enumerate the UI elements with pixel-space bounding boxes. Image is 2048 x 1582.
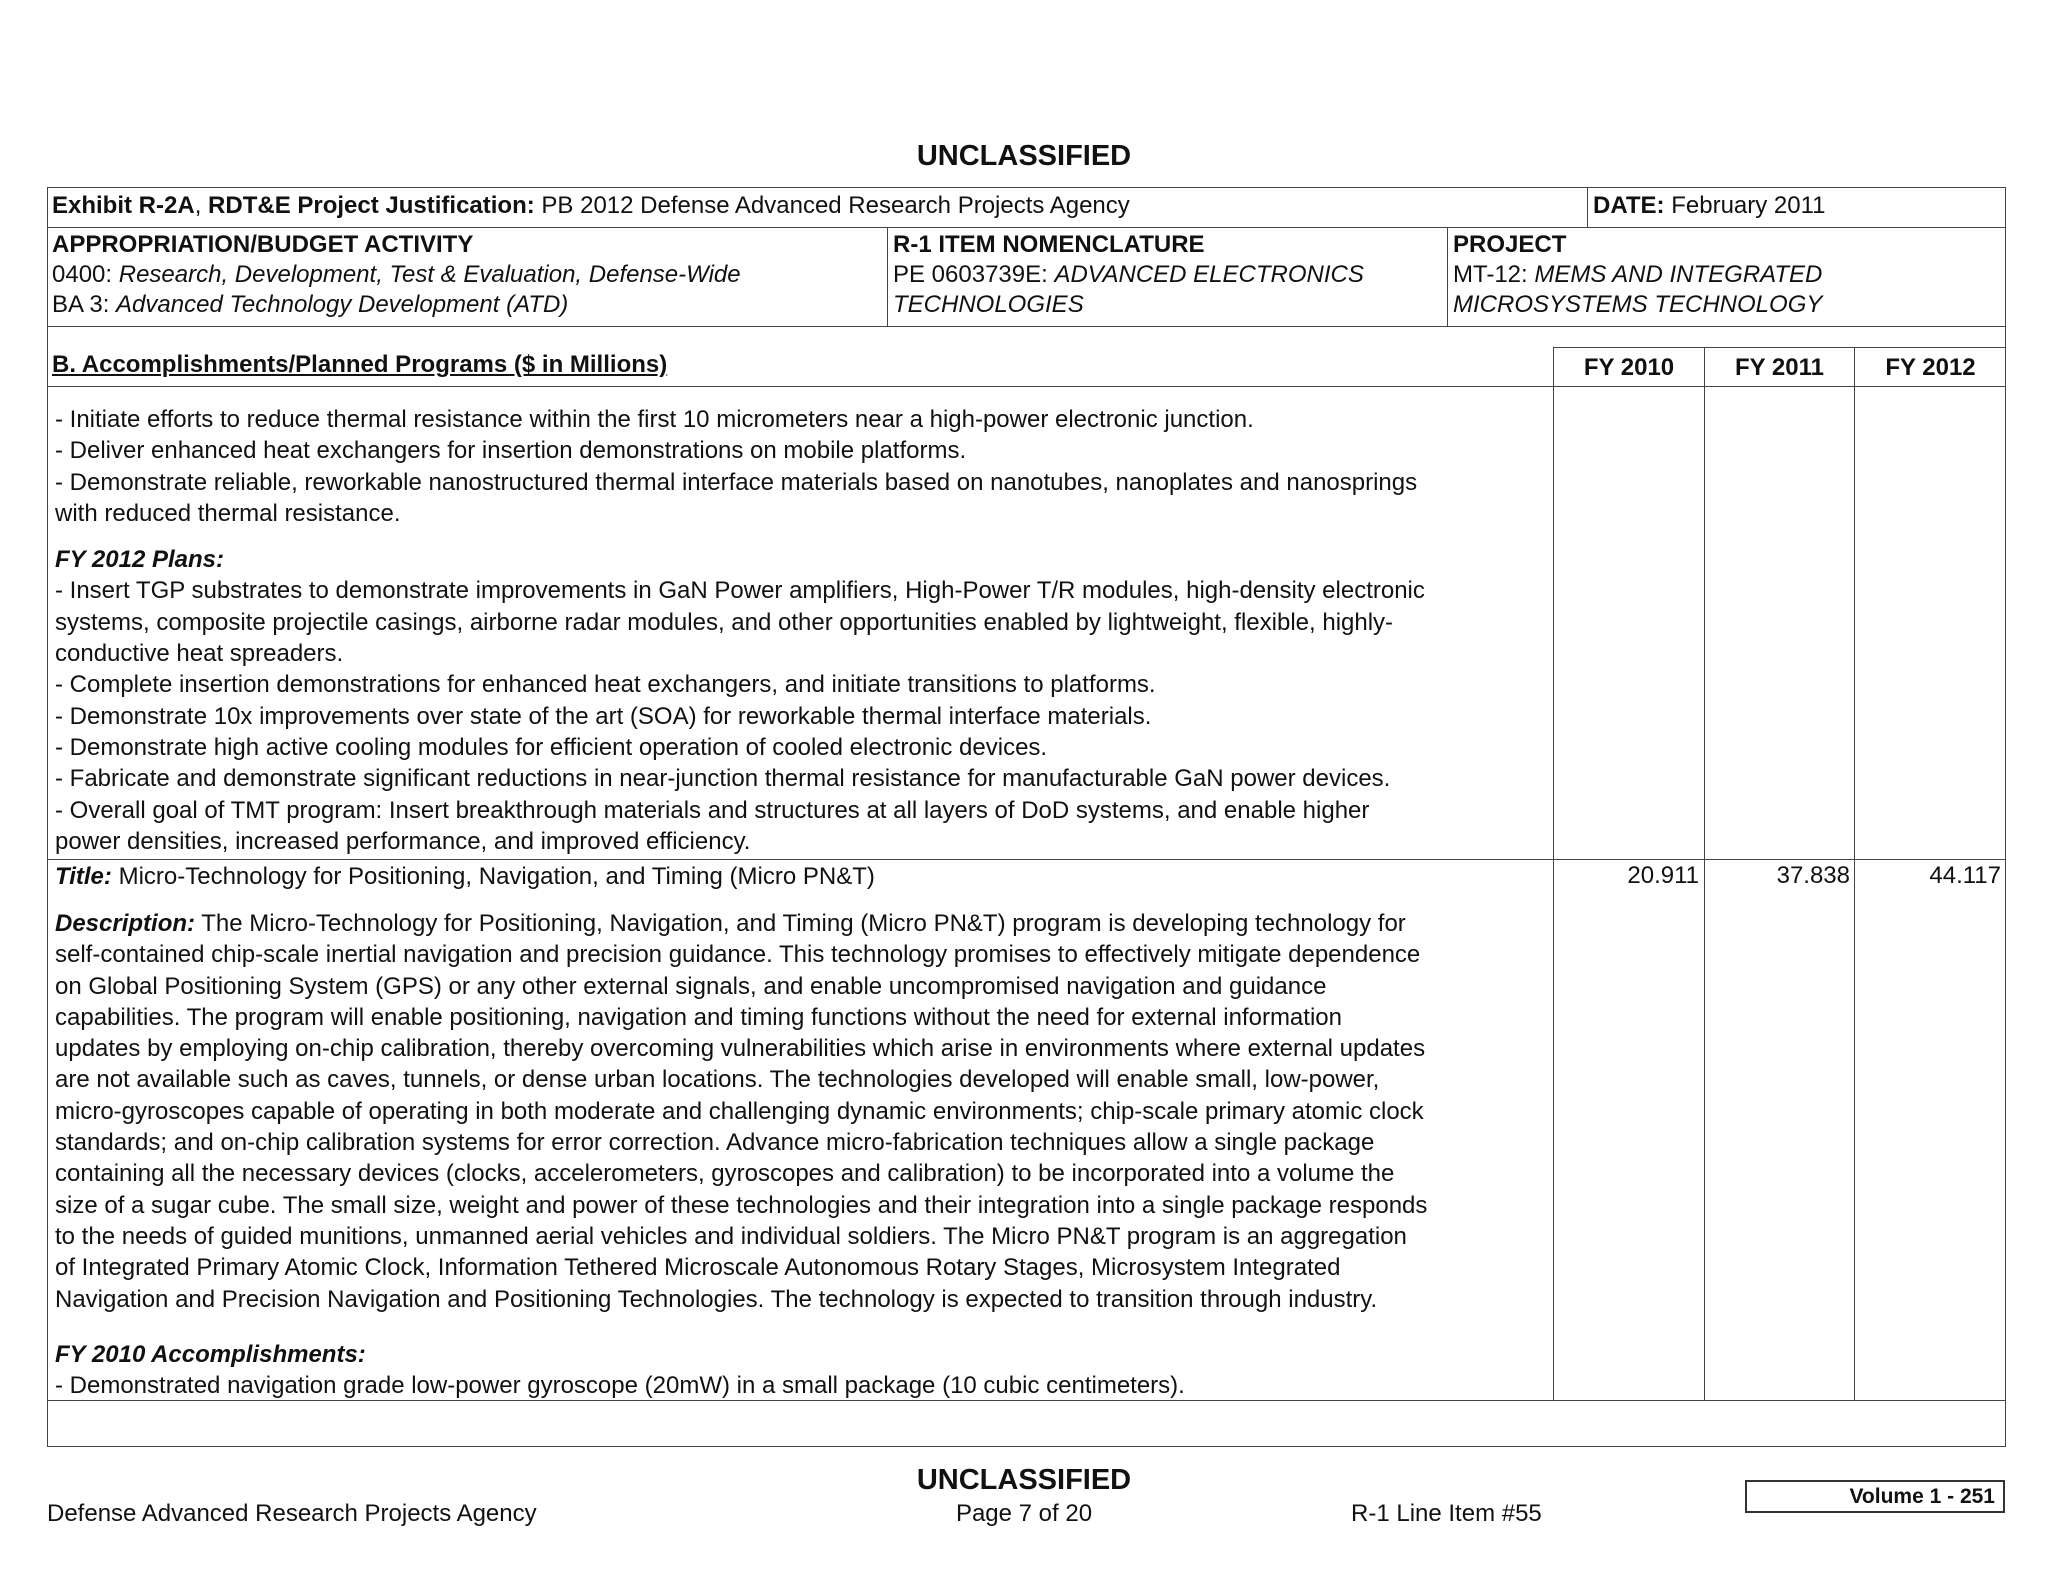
- block1-line: conductive heat spreaders.: [55, 640, 344, 668]
- description-label: Description:: [55, 910, 196, 937]
- r1-divider: [887, 227, 888, 327]
- description-line: updates by employing on-chip calibration, thereby overcoming vulnerabilities which arise in environments where external updates: [55, 1035, 1426, 1063]
- block1-line: - Overall goal of TMT program: Insert breakthrough materials and structures at all layers of DoD systems, and enable higher: [55, 796, 1370, 824]
- appropriation-cell: [52, 230, 741, 320]
- block1-line: - Complete insertion demonstrations for enhanced heat exchangers, and initiate transitions to platforms.: [55, 671, 1156, 699]
- description-line: to the needs of guided munitions, unmanned aerial vehicles and individual soldiers. The Micro PN&T program is an aggregation: [55, 1222, 1407, 1250]
- description-line: size of a sugar cube. The small size, weight and power of these technologies and their integration into a single package responds: [55, 1191, 1428, 1219]
- project-label: PROJECT: [1453, 231, 1567, 258]
- block1-line: - Initiate efforts to reduce thermal resistance within the first 10 micrometers near a high-power electronic junction.: [55, 406, 1254, 433]
- value-fy2010: 20.911: [1627, 862, 1699, 889]
- col-header-fy2010: FY 2010: [1583, 354, 1675, 381]
- description-line: self-contained chip-scale inertial navigation and precision guidance. This technology promises to effectively mitigate dependence: [55, 941, 1421, 969]
- project-line1-code: MT-12:: [1453, 261, 1535, 288]
- r1-item-cell: [893, 230, 1364, 320]
- description-line: Navigation and Precision Navigation and Positioning Technologies. The technology is expected to transition through industry.: [55, 1285, 1378, 1313]
- appropriation-line2-code: BA 3:: [52, 291, 117, 318]
- bottom-row-divider: [47, 1400, 2006, 1401]
- date-label: DATE:: [1593, 192, 1665, 219]
- block1-line: - Demonstrate 10x improvements over state of the art (SOA) for reworkable thermal interface materials.: [55, 702, 1152, 730]
- block1-line: systems, composite projectile casings, airborne radar modules, and other opportunities enabled by lightweight, flexible, highly-: [55, 608, 1394, 636]
- header-divider: [47, 227, 2006, 228]
- block1-line: - Demonstrate high active cooling modules for efficient operation of cooled electronic devices.: [55, 733, 1048, 761]
- value-fy2011: 37.838: [1776, 862, 1850, 889]
- appropriation-line1-code: 0400:: [52, 261, 119, 288]
- footer-page: Page 7 of 20: [955, 1500, 1093, 1527]
- description-line: on Global Positioning System (GPS) or any other external signals, and enable uncompromised navigation and guidance: [55, 972, 1327, 1000]
- appropriation-line2-text: Advanced Technology Development (ATD): [116, 291, 569, 318]
- r1-item-line2-text: TECHNOLOGIES: [893, 291, 1084, 318]
- fy-header-bottom: [47, 386, 2006, 387]
- fy2010-accomplishments-heading: FY 2010 Accomplishments:: [55, 1340, 366, 1368]
- description-line: are not available such as caves, tunnels, or dense urban locations. The technologies developed will enable small, low-power,: [55, 1066, 1380, 1094]
- appropriation-line1-text: Research, Development, Test & Evaluation, Defense-Wide: [118, 261, 741, 288]
- block2-title-text: Micro-Technology for Positioning, Navigation, and Timing (Micro PN&T): [111, 863, 875, 890]
- value-fy2012: 44.117: [1929, 862, 2001, 889]
- block1-line: with reduced thermal resistance.: [55, 499, 401, 527]
- date-divider: [1587, 187, 1588, 227]
- block-divider: [47, 859, 2006, 860]
- col-header-fy2011: FY 2011: [1735, 354, 1824, 381]
- block1-line: - Fabricate and demonstrate significant reductions in near-junction thermal resistance for manufacturable GaN power devices.: [55, 765, 1391, 793]
- r1-item-label: R-1 ITEM NOMENCLATURE: [893, 231, 1205, 258]
- exhibit-title-rest: PB 2012 Defense Advanced Research Projects Agency: [534, 192, 1130, 219]
- block2-title-label: Title:: [55, 863, 112, 890]
- block1: [55, 404, 1425, 857]
- footer-volume-box: Volume 1 - 251: [1745, 1480, 2005, 1513]
- block1-line: - Deliver enhanced heat exchangers for insertion demonstrations on mobile platforms.: [55, 437, 967, 465]
- col-header-fy2012: FY 2012: [1885, 354, 1976, 381]
- section-title: B. Accomplishments/Planned Programs ($ in Millions): [52, 351, 668, 378]
- date-field: [1593, 191, 1826, 221]
- date-value: February 2011: [1664, 192, 1826, 219]
- project-divider: [1447, 227, 1448, 327]
- block2-description: [55, 908, 1427, 1401]
- accomplishment-line: - Demonstrated navigation grade low-power gyroscope (20mW) in a small package (10 cubic centimeters).: [55, 1372, 1185, 1400]
- block1-line: power densities, increased performance, and improved efficiency.: [55, 827, 751, 855]
- description-line: containing all the necessary devices (clocks, accelerometers, gyroscopes and calibration) to be incorporated into a volume the: [55, 1160, 1395, 1188]
- exhibit-title: [52, 191, 1130, 221]
- footer-line-item: R-1 Line Item #55: [1351, 1500, 1542, 1527]
- description-line: of Integrated Primary Atomic Clock, Information Tethered Microscale Autonomous Rotary Stages, Microsystem Integrated: [55, 1254, 1341, 1282]
- fy-header-top: [1553, 347, 2006, 348]
- exhibit-sep: ,: [194, 192, 209, 219]
- bottom-classification: UNCLASSIFIED: [916, 1464, 1132, 1496]
- fy2012-plans-heading: FY 2012 Plans:: [55, 546, 224, 574]
- block1-line: - Demonstrate reliable, reworkable nanostructured thermal interface materials based on nanotubes, nanoplates and nanosprings: [55, 468, 1418, 496]
- project-cell: [1453, 230, 1822, 320]
- description-first-line: The Micro-Technology for Positioning, Navigation, and Timing (Micro PN&T) program is developing technology for: [195, 910, 1406, 937]
- block2-title: [55, 862, 875, 892]
- exhibit-label: Exhibit R-2A: [52, 192, 195, 219]
- appropriation-label: APPROPRIATION/BUDGET ACTIVITY: [52, 231, 474, 258]
- description-line: capabilities. The program will enable positioning, navigation and timing functions without the need for external information: [55, 1003, 1342, 1031]
- project-line2-text: MICROSYSTEMS TECHNOLOGY: [1453, 291, 1823, 318]
- description-line: standards; and on-chip calibration systems for error correction. Advance micro-fabrication techniques allow a single package: [55, 1129, 1375, 1157]
- description-line: micro-gyroscopes capable of operating in both moderate and challenging dynamic environments; chip-scale primary atomic clock: [55, 1097, 1424, 1125]
- project-line1-text: MEMS AND INTEGRATED: [1534, 261, 1823, 288]
- r1-item-line1-text: ADVANCED ELECTRONICS: [1054, 261, 1364, 288]
- footer-agency: Defense Advanced Research Projects Agency: [47, 1500, 537, 1527]
- top-classification: UNCLASSIFIED: [916, 140, 1132, 172]
- block1-line: - Insert TGP substrates to demonstrate improvements in GaN Power amplifiers, High-Power T/R modules, high-density electronic: [55, 577, 1425, 605]
- r1-item-line1-code: PE 0603739E:: [893, 261, 1055, 288]
- exhibit-title-bold: RDT&E Project Justification:: [208, 192, 535, 219]
